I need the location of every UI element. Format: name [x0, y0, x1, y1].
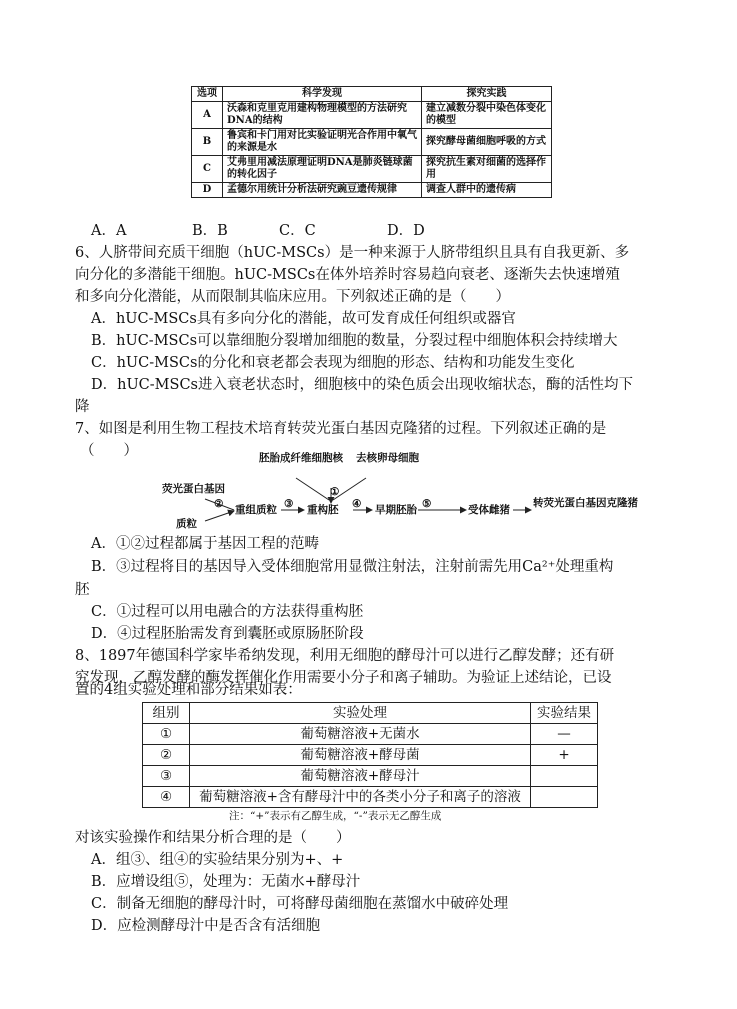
q5-option-d[interactable]: D．D	[387, 223, 425, 239]
q8-stem-line1: 8、1897年德国科学家毕希纳发现，利用无细胞的酵母汁可以进行乙醇发酵；还有研	[75, 648, 615, 664]
q8-option-d[interactable]: D．应检测酵母汁中是否含有活细胞	[91, 918, 321, 934]
node-enucleated-egg: 去核卵母细胞	[356, 452, 419, 464]
node-fibroblast-nucleus: 胚胎成纤维细胞核	[259, 452, 343, 464]
q5-option-b[interactable]: B．B	[192, 223, 228, 239]
arrow-plasmid	[205, 511, 234, 521]
q7-option-b[interactable]: B．③过程将目的基因导入受体细胞常用显微注射法，注射前需先用Ca²⁺处理重构	[91, 559, 614, 575]
step-3-label: ③	[284, 498, 294, 510]
table2-header-result: 实验结果	[531, 703, 598, 724]
table1-header-discovery: 科学发现	[223, 87, 422, 102]
table2-cell	[531, 787, 598, 808]
q7-option-a[interactable]: A．①②过程都属于基因工程的范畴	[91, 536, 319, 552]
table-row	[143, 787, 598, 808]
q5-option-a[interactable]: A．A	[91, 223, 127, 239]
q6-option-d-cont: 降	[75, 399, 90, 415]
table-row	[143, 724, 598, 745]
table2-header-group: 组别	[143, 703, 190, 724]
q8-option-c[interactable]: C．制备无细胞的酵母汁时，可将酵母菌细胞在蒸馏水中破碎处理	[91, 896, 509, 912]
table2-cell: ④	[143, 787, 190, 808]
table2-cell: ③	[143, 766, 190, 787]
q6-option-d[interactable]: D．hUC-MSCs进入衰老状态时，细胞核中的染色质会出现收缩状态，酶的活性均下	[91, 377, 633, 393]
table-row	[143, 745, 598, 766]
q8-option-b[interactable]: B．应增设组⑤，处理为：无菌水+酵母汁	[91, 874, 361, 890]
step-4-label: ④	[352, 498, 362, 510]
table1-cell: 鲁宾和卡门用对比实验证明光合作用中氧气的来源是水	[223, 129, 422, 156]
table1-cell: 调查人群中的遗传病	[422, 183, 552, 198]
arrow-nucleus	[296, 478, 329, 500]
q7-option-d[interactable]: D．④过程胚胎需发育到囊胚或原肠胚阶段	[91, 626, 364, 642]
table1-cell: 艾弗里用减法原理证明DNA是肺炎链球菌的转化因子	[223, 156, 422, 183]
table2-cell: 葡萄糖溶液+酵母汁	[190, 766, 531, 787]
table1-header-practice: 探究实践	[422, 87, 552, 102]
node-fluorescent-gene: 荧光蛋白基因	[162, 483, 225, 495]
experiment-table	[142, 702, 598, 808]
node-recombinant-embryo: 重构胚	[307, 504, 339, 516]
table2-cell: 葡萄糖溶液+含有酵母汁中的各类小分子和离子的溶液	[190, 787, 531, 808]
node-transgenic-cloned-pig: 转荧光蛋白基因克隆猪	[533, 497, 638, 509]
q6-option-c[interactable]: C．hUC-MSCs的分化和衰老都会表现为细胞的形态、结构和功能发生变化	[91, 355, 575, 371]
table1-cell: 探究酵母菌细胞呼吸的方式	[422, 129, 552, 156]
q6-stem-line1: 6、人脐带间充质干细胞（hUC-MSCs）是一种来源于人脐带组织且具有自我更新、多	[75, 245, 630, 261]
node-recombinant-plasmid: 重组质粒	[235, 504, 277, 516]
q7-option-c[interactable]: C．①过程可以用电融合的方法获得重构胚	[91, 604, 364, 620]
q7-stem-line2: （ ）	[80, 443, 138, 459]
table1-cell: 沃森和克里克用建构物理模型的方法研究DNA的结构	[223, 102, 422, 129]
q7-stem-line1: 7、如图是利用生物工程技术培育转荧光蛋白基因克隆猪的过程。下列叙述正确的是	[75, 421, 607, 437]
q6-option-a[interactable]: A．hUC-MSCs具有多向分化的潜能，故可发育成任何组织或器官	[91, 311, 516, 327]
table-row	[143, 766, 598, 787]
table1-cell: 孟德尔用统计分析法研究豌豆遗传规律	[223, 183, 422, 198]
step-5-label: ⑤	[422, 498, 432, 510]
table1-cell: 建立减数分裂中染色体变化的模型	[422, 102, 552, 129]
q6-option-b[interactable]: B．hUC-MSCs可以靠细胞分裂增加细胞的数量，分裂过程中细胞体积会持续增大	[91, 333, 618, 349]
table2-header-treatment: 实验处理	[190, 703, 531, 724]
table1-cell: C	[192, 156, 223, 183]
table1-cell: D	[192, 183, 223, 198]
table1-cell: B	[192, 129, 223, 156]
q6-stem-line2: 向分化的多潜能干细胞。hUC-MSCs在体外培养时容易趋向衰老、逐渐失去快速增殖	[75, 267, 620, 283]
table2-cell: ②	[143, 745, 190, 766]
table1-cell: 探究抗生素对细菌的选择作用	[422, 156, 552, 183]
q8-question: 对该实验操作和结果分析合理的是（ ）	[75, 830, 351, 846]
table1-header-option: 选项	[192, 87, 223, 102]
table1-cell: A	[192, 102, 223, 129]
q5-option-c[interactable]: C．C	[279, 223, 316, 239]
step-2-label: ②	[214, 498, 224, 510]
table2-cell: +	[531, 745, 598, 766]
q8-option-a[interactable]: A．组③、组④的实验结果分别为+、+	[91, 852, 344, 868]
node-plasmid: 质粒	[176, 518, 197, 530]
table2-cell	[531, 766, 598, 787]
table-note: 注：“+”表示有乙醇生成，“-”表示无乙醇生成	[229, 810, 442, 822]
step-1-label: ①	[330, 486, 340, 498]
q8-stem-line3: 置的4组实验处理和部分结果如表：	[75, 682, 302, 698]
table2-cell: 葡萄糖溶液+酵母菌	[190, 745, 531, 766]
node-recipient-sow: 受体雌猪	[468, 504, 510, 516]
table2-cell: ①	[143, 724, 190, 745]
q6-stem-line3: 和多向分化潜能，从而限制其临床应用。下列叙述正确的是（ ）	[75, 289, 510, 305]
q8-stem-line2: 究发现，乙醇发酵的酶发挥催化作用需要小分子和离子辅助。为验证上述结论，已设	[75, 670, 612, 686]
table2-cell: 葡萄糖溶液+无菌水	[190, 724, 531, 745]
q7-option-b-cont: 胚	[75, 582, 90, 598]
table2-cell: —	[531, 724, 598, 745]
node-early-embryo: 早期胚胎	[375, 504, 417, 516]
